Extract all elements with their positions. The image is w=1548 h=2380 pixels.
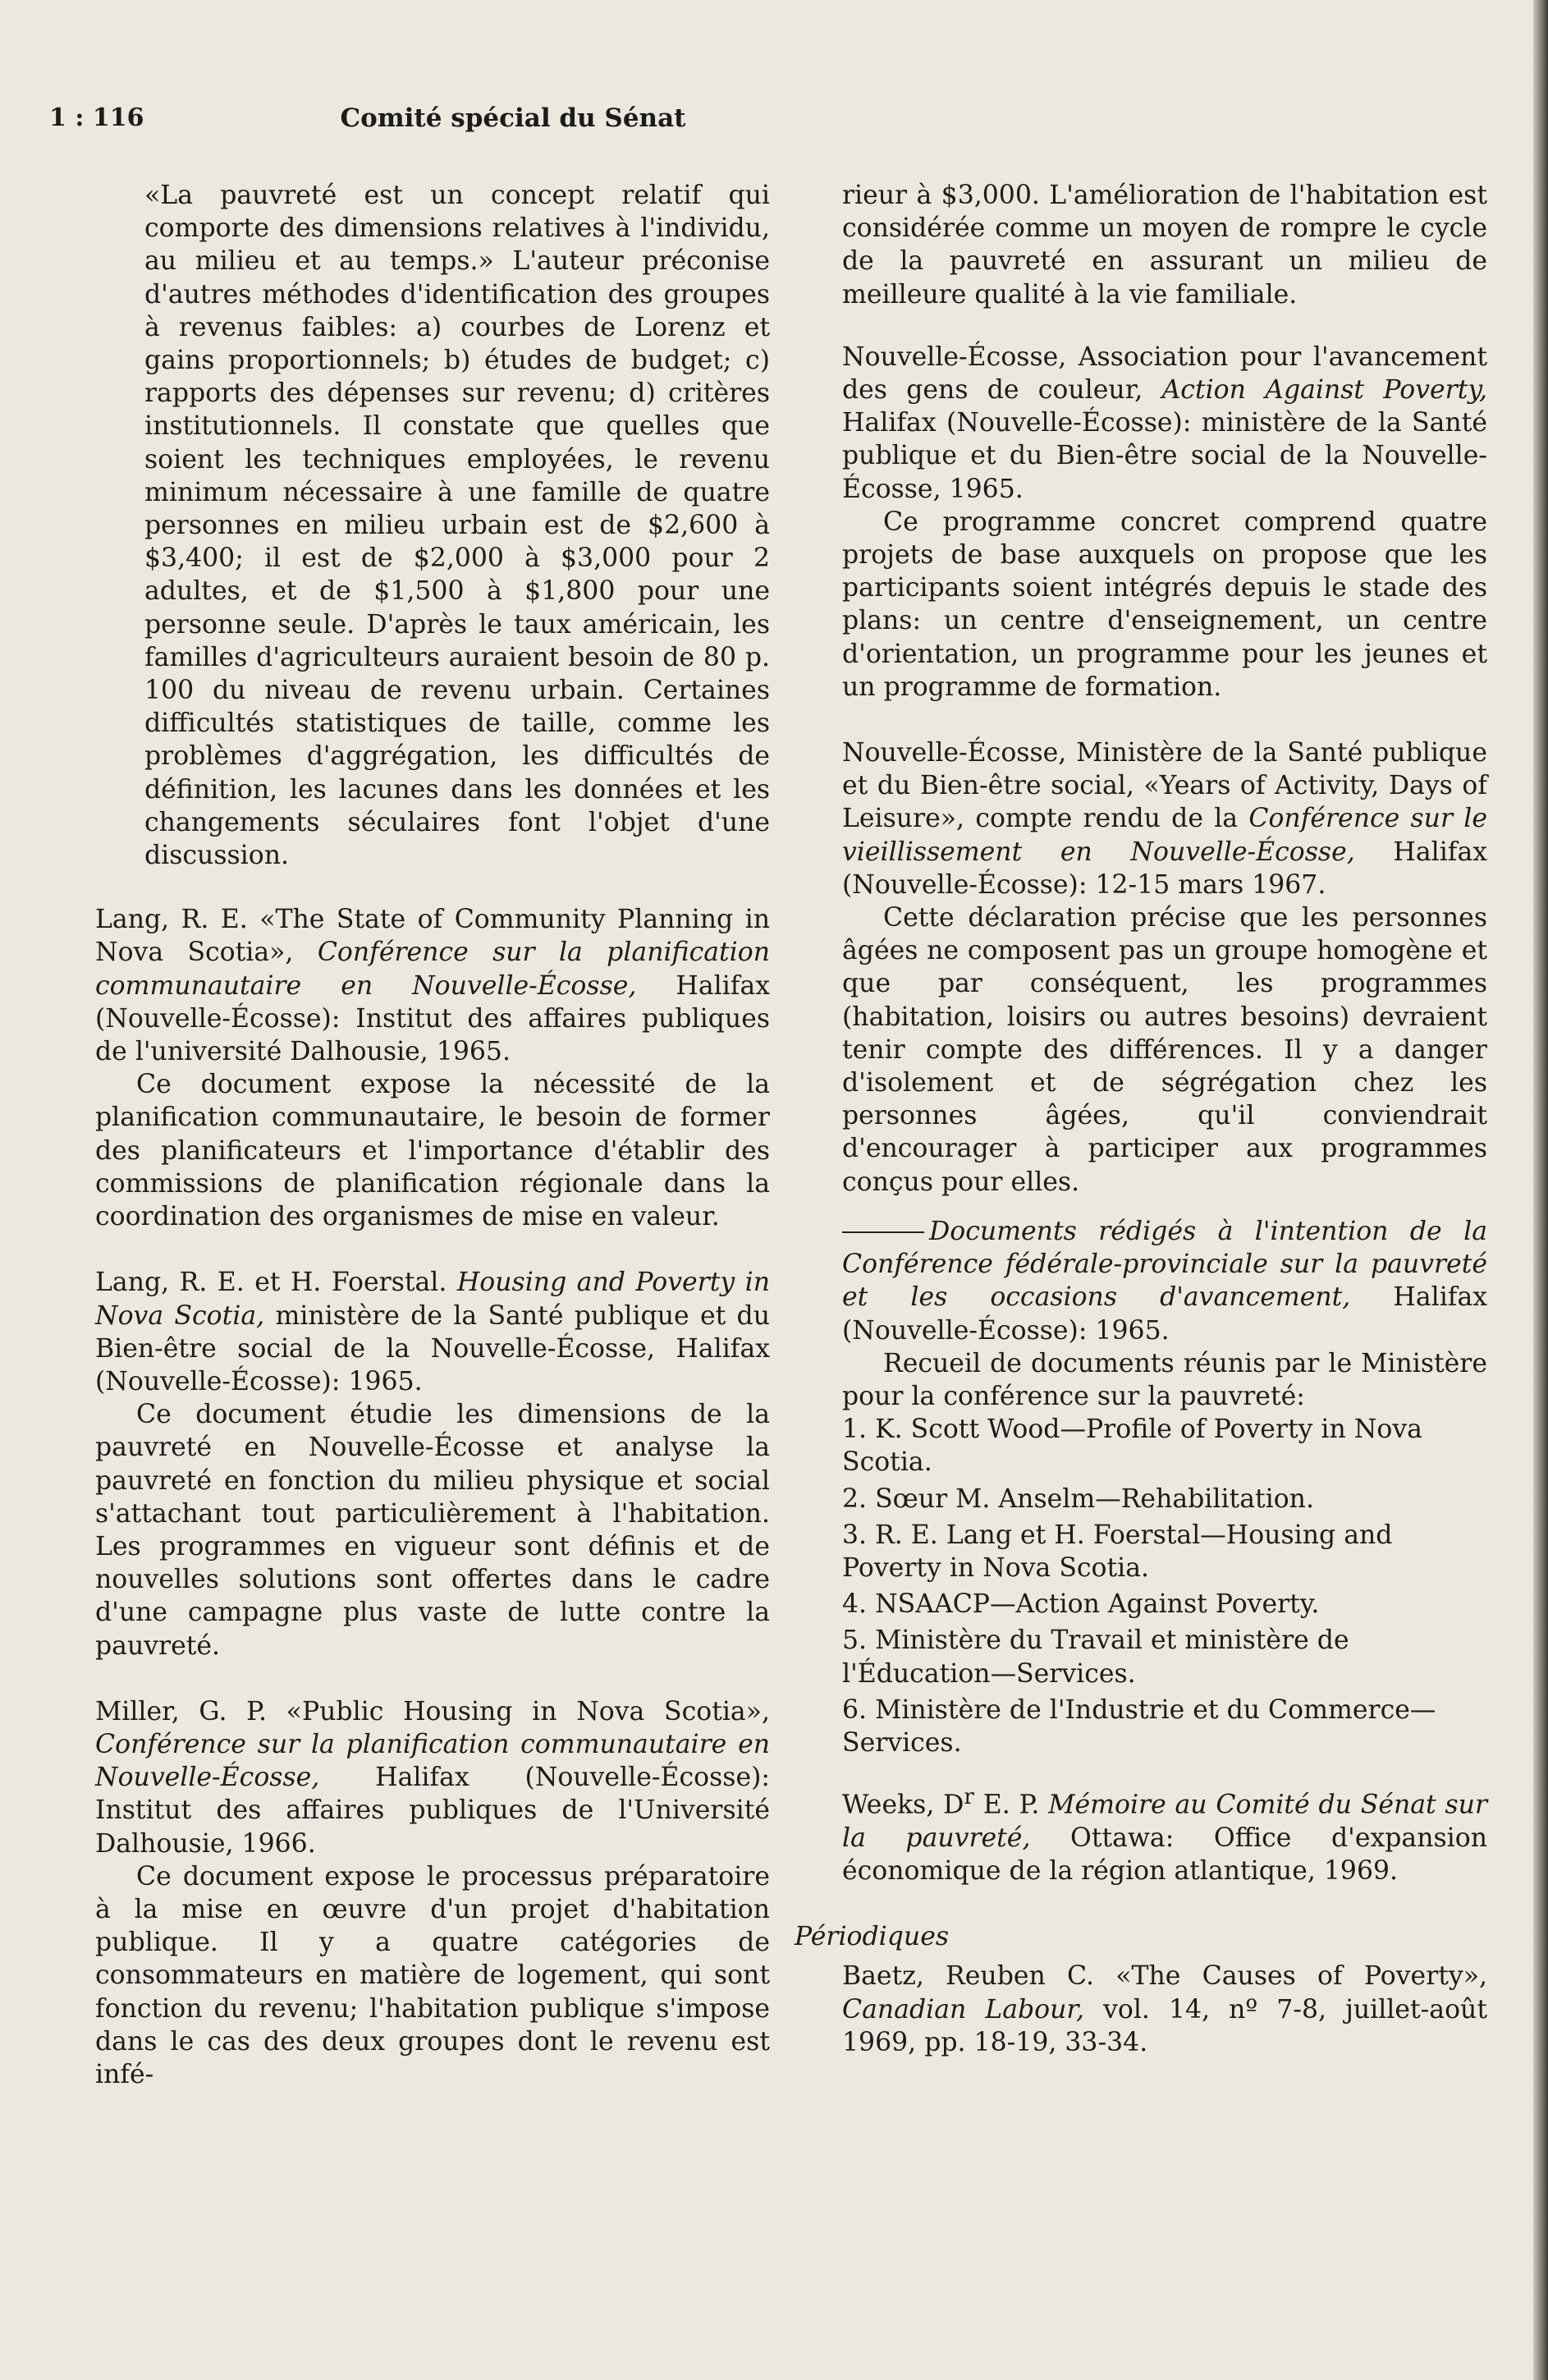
entry-description: Cette déclaration précise que les personnes âgées ne composent pas un groupe homogène et que par conséquent, les programmes (habitation, loisirs ou autres besoins) devraient tenir compte des différences. Il y a danger d'isolement et de ségrégation chez les personnes âgées, qu'il conviendrait d'encourager à participer aux programmes conçus pour elles. — [842, 903, 1487, 1197]
section-heading: Périodiques — [795, 1922, 950, 1952]
entry-publisher: vol. 14, nº 7-8, juillet-août 1969, pp. 18-19, 33-34. — [842, 1994, 1487, 2057]
page-title: Comité spécial du Sénat — [340, 103, 686, 133]
entry-source: Documents rédigés à l'intention de la Conférence fédérale-provinciale sur la pauvreté et les occasions d'avancement, — [842, 1216, 1487, 1313]
entry-source: Conférence sur la planification communautaire en Nouvelle-Écosse, — [95, 1729, 770, 1793]
entry-description: Recueil de documents réunis par le Ministère pour la conférence sur la pauvreté: — [842, 1348, 1487, 1411]
continuation-paragraph: rieur à $3,000. L'amélioration de l'habitation est considérée comme un moyen de rompre le cycle de la pauvreté en assurant un milieu de meilleure qualité à la vie familiale. — [842, 181, 1487, 310]
entry-description: Ce document expose le processus préparatoire à la mise en œuvre d'un projet d'habitation publique. Il y a quatre catégories de consommateurs en matière de logement, qui sont fonction du revenu; l'habitation publique s'impose dans le cas des deux groupes dont le revenu est infé- — [95, 1861, 770, 2089]
entry-author-title: Lang, R. E. «The State of Community Planning in Nova Scotia», — [95, 905, 770, 968]
right-column — [795, 179, 1487, 2092]
entry-author-title: Miller, G. P. «Public Housing in Nova Scotia», — [95, 1696, 770, 1727]
page-header — [49, 103, 977, 144]
entry-publisher: Halifax (Nouvelle-Écosse): Institut des affaires publiques de l'université Dalhousie, 1965. — [95, 970, 770, 1067]
entry-publisher: Halifax (Nouvelle-Écosse): ministère de la Santé publique et du Bien-être social de la Nouvelle-Écosse, 1965. — [842, 408, 1487, 504]
entry-publisher: ministère de la Santé publique et du Bien-être social de la Nouvelle-Écosse, Halifax (Nouvelle-Écosse): 1965. — [95, 1300, 771, 1396]
bib-entry-lang-community — [48, 903, 770, 1233]
entry-author-sup: r — [964, 1785, 974, 1810]
entry-source: Conférence sur la planification communautaire en Nouvelle-Écosse, — [95, 938, 770, 1001]
entry-source: Housing and Poverty in Nova Scotia, — [95, 1268, 770, 1331]
entry-author-initials: E. P. — [973, 1790, 1049, 1820]
bib-entry-lang-housing — [48, 1266, 770, 1662]
list-item: 1. K. Scott Wood—Profile of Poverty in Nova Scotia. — [842, 1415, 1422, 1478]
entry-author: Weeks, D — [842, 1790, 964, 1820]
quote-paragraph: «La pauvreté est un concept relatif qui comporte des dimensions relatives à l'individu, au milieu et au temps.» L'auteur préconise d'autres méthodes d'identification des groupes à revenus faibles: a) courbes de Lorenz et gains proportionnels; b) études de budget; c) rapports des dépenses sur revenu; d) critères institutionnels. Il constate que quelles que soient les techniques employées, le revenu minimum nécessaire à une famille de quatre personnes en milieu urbain est de $2,600 à $3,400; il est de $2,000 à $3,000 pour 2 adultes, et de $1,500 à $1,800 pour une personne seule. D'après le taux américain, les familles d'agriculteurs auraient besoin de 80 p. 100 du niveau de revenu urbain. Certaines difficultés statistiques de taille, comme les problèmes d'aggrégation, les difficultés de définition, les lacunes dans les données et les changements séculaires font l'objet d'une discussion. — [144, 181, 770, 871]
bib-entry-ns-association — [795, 341, 1487, 704]
page-number: 1 : 116 — [49, 103, 144, 132]
entry-source: Mémoire au Comité du Sénat sur la pauvreté, — [842, 1790, 1487, 1853]
list-item: 3. R. E. Lang et H. Foerstal—Housing and Poverty in Nova Scotia. — [842, 1520, 1393, 1583]
list-item: 6. Ministère de l'Industrie et du Commerce—Services. — [842, 1694, 1436, 1758]
list-item: 5. Ministère du Travail et ministère de l'Éducation—Services. — [842, 1626, 1349, 1689]
entry-source: Canadian Labour, — [842, 1994, 1085, 2025]
entry-description: Ce programme concret comprend quatre projets de base auxquels on propose que les participants soient intégrés depuis le stade des plans: un centre d'enseignement, un centre d'orientation, un programme pour les jeunes et un programme de formation. — [842, 507, 1487, 702]
entry-description: Ce document étudie les dimensions de la pauvreté en Nouvelle-Écosse et analyse la pauvreté en fonction du milieu physique et social s'attachant tout particulièrement à l'habitation. Les programmes en vigueur sont définis et de nouvelles solutions sont offertes dans le cadre d'une campagne plus vaste de lutte contre la pauvreté. — [95, 1400, 770, 1661]
entry-author-title: Nouvelle-Écosse, Association pour l'avancement des gens de couleur, — [842, 342, 1487, 406]
entry-author-title: Baetz, Reuben C. «The Causes of Poverty», — [842, 1961, 1487, 1992]
entry-description: Ce document expose la nécessité de la planification communautaire, le besoin de former des planificateurs et l'importance d'établir des commissions de planification régionale dans la coordination des organismes de mise en valeur. — [95, 1070, 770, 1232]
bib-entry-miller — [48, 1695, 770, 2091]
entry-source: Conférence sur le vieillissement en Nouvelle-Écosse, — [842, 804, 1487, 867]
entry-source: Action Against Poverty, — [1161, 375, 1487, 406]
entry-publisher: Ottawa: Office d'expansion économique de la région atlantique, 1969. — [842, 1823, 1487, 1887]
entry-author-title: Lang, R. E. et H. Foerstal. — [95, 1268, 457, 1298]
documents-list — [795, 1413, 1487, 1759]
left-column — [48, 179, 770, 2124]
entry-publisher: Halifax (Nouvelle-Écosse): Institut des affaires publiques de l'Université Dalhousie, 1966. — [95, 1763, 770, 1859]
bib-entry-baetz — [795, 1960, 1487, 2059]
bib-entry-ns-ministere — [795, 736, 1487, 1199]
page-edge-shadow — [1533, 0, 1548, 2380]
list-item: 2. Sœur M. Anselm—Rehabilitation. — [842, 1483, 1314, 1514]
bib-entry-documents — [795, 1215, 1487, 1413]
ditto-dash — [842, 1231, 924, 1233]
entry-publisher: Halifax (Nouvelle-Écosse): 1965. — [842, 1282, 1487, 1346]
bib-entry-weeks — [795, 1781, 1487, 1887]
entry-publisher: Halifax (Nouvelle-Écosse): 12-15 mars 1967. — [842, 837, 1488, 900]
entry-author-title: Nouvelle-Écosse, Ministère de la Santé publique et du Bien-être social, «Years of Activity, Days of Leisure», compte rendu de la — [842, 738, 1487, 834]
list-item: 4. NSAACP—Action Against Poverty. — [842, 1589, 1320, 1620]
